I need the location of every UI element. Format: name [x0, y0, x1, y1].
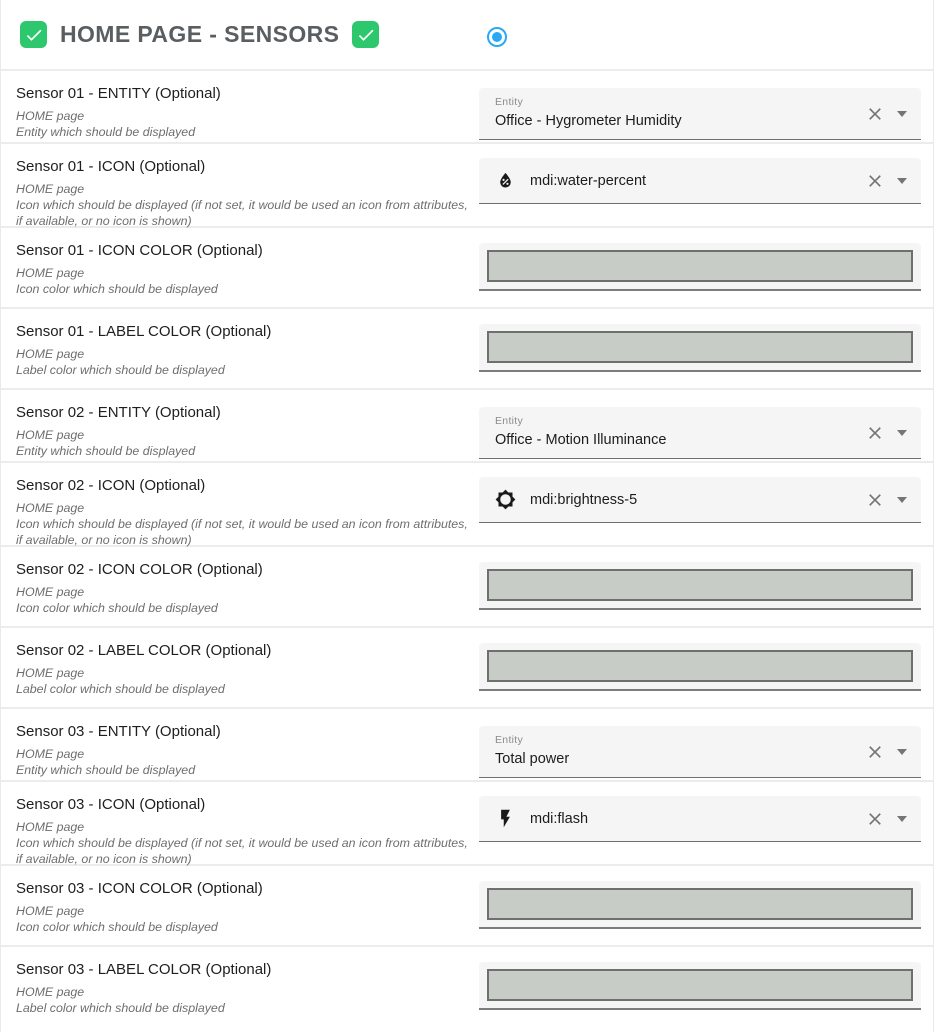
- color-picker-swatch[interactable]: [487, 888, 913, 920]
- settings-rows: [1, 69, 933, 1026]
- setting-description: Label color which should be displayed: [16, 681, 225, 696]
- color-picker-swatch[interactable]: [487, 250, 913, 282]
- setting-page: HOME page: [16, 666, 85, 680]
- chevron-down-icon[interactable]: [897, 178, 907, 184]
- setting-page: HOME page: [16, 585, 85, 599]
- radio-selected-icon[interactable]: [487, 27, 507, 47]
- settings-row: [1, 707, 933, 780]
- setting-title: Sensor 02 - ICON (Optional): [16, 477, 206, 494]
- settings-row: [1, 69, 933, 142]
- settings-row: [1, 626, 933, 707]
- setting-description: Icon which should be displayed (if not set, it would be used an icon from attributes, if available, or no icon is shown): [16, 835, 468, 866]
- section-header: [1, 0, 933, 69]
- setting-description: Icon color which should be displayed: [16, 281, 218, 296]
- settings-row: [1, 142, 933, 226]
- setting-description: Icon color which should be displayed: [16, 919, 218, 934]
- setting-page: HOME page: [16, 985, 85, 999]
- icon-select[interactable]: [479, 477, 921, 523]
- color-input-field: [479, 243, 921, 291]
- clear-icon[interactable]: [865, 490, 885, 510]
- entity-select-value: Total power: [495, 750, 570, 767]
- brightness-5-icon: [495, 489, 516, 510]
- color-picker-swatch[interactable]: [487, 569, 913, 601]
- setting-description: Entity which should be displayed: [16, 762, 196, 777]
- settings-row: [1, 461, 933, 545]
- setting-title: Sensor 01 - ENTITY (Optional): [16, 85, 221, 102]
- setting-title: Sensor 02 - ENTITY (Optional): [16, 404, 221, 421]
- clear-icon[interactable]: [865, 809, 885, 829]
- clear-icon[interactable]: [865, 742, 885, 762]
- color-input-field: [479, 881, 921, 929]
- settings-row: [1, 545, 933, 626]
- chevron-down-icon[interactable]: [897, 430, 907, 436]
- color-input-field: [479, 562, 921, 610]
- setting-title: Sensor 02 - ICON COLOR (Optional): [16, 561, 263, 578]
- setting-page: HOME page: [16, 820, 85, 834]
- setting-page: HOME page: [16, 747, 85, 761]
- entity-select-label: Entity: [495, 415, 524, 427]
- setting-title: Sensor 02 - LABEL COLOR (Optional): [16, 642, 272, 659]
- icon-select[interactable]: [479, 796, 921, 842]
- icon-select-value: mdi:brightness-5: [530, 491, 638, 508]
- setting-page: HOME page: [16, 109, 85, 123]
- chevron-down-icon[interactable]: [897, 816, 907, 822]
- setting-page: HOME page: [16, 501, 85, 515]
- setting-title: Sensor 03 - LABEL COLOR (Optional): [16, 961, 272, 978]
- entity-select[interactable]: [479, 726, 921, 778]
- checked-checkbox-icon: [352, 21, 379, 48]
- color-input-field: [479, 643, 921, 691]
- setting-description: Entity which should be displayed: [16, 443, 196, 458]
- water-percent-icon: [495, 170, 516, 191]
- settings-row: [1, 864, 933, 945]
- setting-page: HOME page: [16, 347, 85, 361]
- chevron-down-icon[interactable]: [897, 497, 907, 503]
- setting-title: Sensor 03 - ICON COLOR (Optional): [16, 880, 263, 897]
- settings-row: [1, 388, 933, 461]
- icon-select-value: mdi:flash: [530, 810, 589, 827]
- chevron-down-icon[interactable]: [897, 111, 907, 117]
- setting-description: Icon which should be displayed (if not set, it would be used an icon from attributes, if available, or no icon is shown): [16, 516, 468, 547]
- color-input-field: [479, 324, 921, 372]
- flash-icon: [495, 808, 516, 829]
- setting-title: Sensor 01 - ICON (Optional): [16, 158, 206, 175]
- setting-title: Sensor 03 - ENTITY (Optional): [16, 723, 221, 740]
- icon-select[interactable]: [479, 158, 921, 204]
- entity-select-label: Entity: [495, 734, 524, 746]
- setting-description: Label color which should be displayed: [16, 1000, 225, 1015]
- entity-select-value: Office - Motion Illuminance: [495, 431, 667, 448]
- icon-select-value: mdi:water-percent: [530, 172, 647, 189]
- setting-description: Icon color which should be displayed: [16, 600, 218, 615]
- checked-checkbox-icon: [20, 21, 47, 48]
- color-picker-swatch[interactable]: [487, 331, 913, 363]
- color-picker-swatch[interactable]: [487, 969, 913, 1001]
- settings-row: [1, 780, 933, 864]
- clear-icon[interactable]: [865, 171, 885, 191]
- setting-description: Icon which should be displayed (if not set, it would be used an icon from attributes, if available, or no icon is shown): [16, 197, 468, 228]
- color-input-field: [479, 962, 921, 1010]
- clear-icon[interactable]: [865, 104, 885, 124]
- entity-select[interactable]: [479, 88, 921, 140]
- setting-title: Sensor 03 - ICON (Optional): [16, 796, 206, 813]
- clear-icon[interactable]: [865, 423, 885, 443]
- color-picker-swatch[interactable]: [487, 650, 913, 682]
- page-title: HOME PAGE - SENSORS: [60, 21, 340, 47]
- setting-page: HOME page: [16, 182, 85, 196]
- setting-description: Entity which should be displayed: [16, 124, 196, 139]
- setting-page: HOME page: [16, 266, 85, 280]
- chevron-down-icon[interactable]: [897, 749, 907, 755]
- entity-select-value: Office - Hygrometer Humidity: [495, 112, 682, 129]
- setting-title: Sensor 01 - ICON COLOR (Optional): [16, 242, 263, 259]
- setting-page: HOME page: [16, 428, 85, 442]
- settings-row: [1, 945, 933, 1026]
- entity-select[interactable]: [479, 407, 921, 459]
- settings-row: [1, 307, 933, 388]
- setting-title: Sensor 01 - LABEL COLOR (Optional): [16, 323, 272, 340]
- entity-select-label: Entity: [495, 96, 524, 108]
- settings-row: [1, 226, 933, 307]
- setting-description: Label color which should be displayed: [16, 362, 225, 377]
- setting-page: HOME page: [16, 904, 85, 918]
